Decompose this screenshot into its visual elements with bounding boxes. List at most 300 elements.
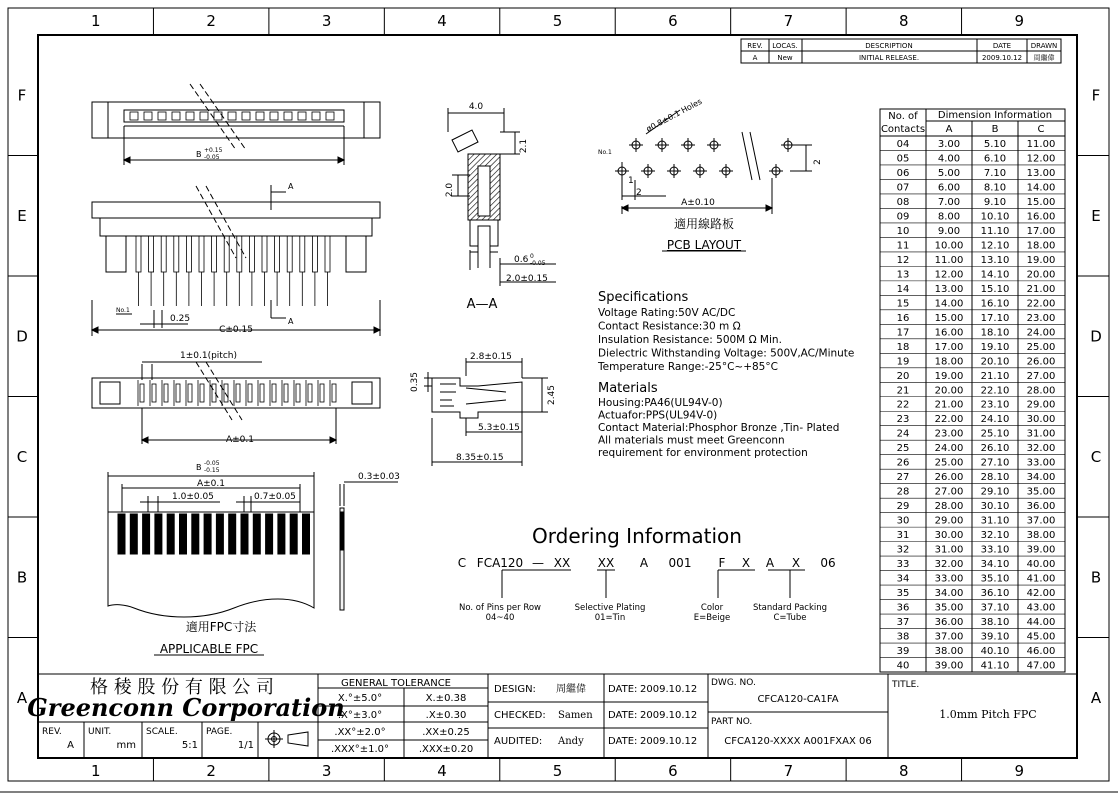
fpc-drawing — [108, 472, 398, 617]
dim-cell: 24.00 — [1026, 327, 1056, 339]
dim-cell: 12 — [896, 254, 910, 266]
dim-cell: 16 — [896, 312, 910, 324]
fpc-10-label: 1.0±0.05 — [172, 492, 214, 502]
dim-cell: 37.10 — [980, 602, 1010, 614]
grid-col-bottom-1: 1 — [90, 762, 101, 780]
dim-cell: 43.00 — [1026, 602, 1056, 614]
dim-cell: 29.00 — [1026, 399, 1056, 411]
dim-20: 2.0 — [445, 182, 455, 198]
grid-row-right-C: C — [1090, 447, 1102, 466]
dim-cell: 10 — [896, 225, 910, 237]
dim-cell: 08 — [896, 196, 910, 208]
order-code-part: — — [532, 556, 544, 570]
dim-cell: 07 — [896, 182, 910, 194]
dim-cell: 38 — [896, 631, 910, 643]
rev-header-date: DATE — [992, 42, 1012, 50]
dim-cell: 39 — [896, 646, 910, 658]
dim-cell: 24 — [896, 428, 910, 440]
dim-cell: 12.00 — [1026, 153, 1056, 165]
b-tol-sub: -0.05 — [204, 154, 220, 161]
dim-cell: 28 — [896, 486, 910, 498]
section-aa-label: A—A — [466, 297, 498, 312]
dim-cell: 25 — [896, 443, 910, 455]
fpc-cn-label: 適用FPC寸法 — [185, 620, 257, 634]
material-line: Contact Material:Phosphor Bronze ,Tin- Plated — [598, 422, 840, 434]
checked-value: Samen — [558, 710, 593, 721]
tol-linear: .XXX±0.20 — [418, 744, 474, 755]
order-code-part: A — [639, 556, 649, 570]
dim-cell: 18.00 — [1026, 240, 1056, 252]
dim-cell: 32.00 — [934, 559, 964, 571]
grid-col-top-3: 3 — [321, 12, 332, 30]
spec-line: Voltage Rating:50V AC/DC — [598, 307, 736, 319]
order-note-value: C=Tube — [773, 613, 807, 623]
part-label: PART NO. — [711, 717, 753, 727]
dim-cell: 23.10 — [980, 399, 1010, 411]
dim-cell: 32.00 — [1026, 443, 1056, 455]
dim-cell: 39.00 — [934, 660, 964, 672]
dim-cell: 06 — [896, 167, 910, 179]
dwg-value: CFCA120-CA1FA — [757, 694, 839, 705]
scale-label: SCALE. — [146, 727, 178, 737]
dim-cell: 25.00 — [934, 457, 964, 469]
ordering-title: Ordering Information — [532, 524, 742, 548]
unit-value: mm — [116, 740, 136, 751]
title-value: 1.0mm Pitch FPC — [939, 708, 1037, 721]
dim-cell: 26.10 — [980, 443, 1010, 455]
dim-cell: 13.10 — [980, 254, 1010, 266]
order-note-title: Color — [700, 603, 724, 613]
fpc-b-sup: -0.05 — [204, 460, 220, 467]
materials-title: Materials — [598, 381, 658, 396]
rev-tb-value: A — [67, 740, 74, 751]
grid-row-right-D: D — [1090, 327, 1102, 346]
pcb-dim-a: A±0.10 — [681, 198, 715, 208]
dim-cell: 44.00 — [1026, 617, 1056, 629]
rev-label: REV. — [42, 727, 62, 737]
tol-angle: .XX°±2.0° — [334, 727, 386, 738]
grid-row-left-F: F — [17, 86, 27, 105]
dim-06-sup: 0 — [530, 253, 534, 260]
dim-cell: 29 — [896, 501, 910, 513]
dim-col-a: A — [945, 124, 953, 135]
a-tol-label: A±0.1 — [225, 435, 255, 445]
dim-cell: 23.00 — [1026, 312, 1056, 324]
dim-cell: 18.00 — [934, 356, 964, 368]
dim-cell: 14 — [896, 283, 910, 295]
dim-cell: 27.10 — [980, 457, 1010, 469]
dim-cell: 30.00 — [1026, 414, 1056, 426]
dim-cell: 19.00 — [934, 370, 964, 382]
rev-value: A — [752, 54, 758, 62]
connector-front-view — [92, 185, 380, 336]
dim-cell: 16.00 — [1026, 211, 1056, 223]
dim-20-015: 2.0±0.15 — [506, 274, 548, 284]
dim-cell: 34 — [896, 573, 910, 585]
grid-row-left-C: C — [16, 447, 28, 466]
unit-label: UNIT. — [88, 727, 112, 737]
grid-row-right-F: F — [1091, 86, 1101, 105]
audited-value: Andy — [558, 736, 584, 747]
dim-cell: 12.10 — [980, 240, 1010, 252]
dim-cell: 34.00 — [1026, 472, 1056, 484]
fpc-b-sub: -0.15 — [204, 467, 220, 474]
dim-cell: 18 — [896, 341, 910, 353]
tol-angle: .X°±3.0° — [337, 710, 383, 721]
dim-cell: 29.00 — [934, 515, 964, 527]
revision-block — [741, 39, 1061, 63]
grid-row-right-B: B — [1090, 568, 1102, 587]
grid-col-bottom-5: 5 — [552, 762, 563, 780]
dim-21: 2.1 — [519, 138, 529, 154]
dim-cell: 33.10 — [980, 544, 1010, 556]
date-value-1: 2009.10.12 — [640, 684, 698, 695]
dim-cell: 33 — [896, 559, 910, 571]
dim-cell: 21.10 — [980, 370, 1010, 382]
dim-col-b: B — [991, 124, 999, 135]
dim-cell: 21 — [896, 385, 910, 397]
dim-cell: 7.00 — [937, 196, 961, 208]
grid-col-top-7: 7 — [783, 12, 794, 30]
dim-cell: 18.10 — [980, 327, 1010, 339]
dim-cell: 11.00 — [934, 254, 964, 266]
dim-cell: 24.10 — [980, 414, 1010, 426]
dim-cell: 5.10 — [983, 138, 1007, 150]
dim-cell: 21.00 — [1026, 283, 1056, 295]
dim-cell: 21.00 — [934, 399, 964, 411]
material-line: Actuafor:PPS(UL94V-0) — [598, 409, 718, 422]
rev-header-drawn: DRAWN — [1030, 42, 1058, 50]
dim-cell: 38.00 — [1026, 530, 1056, 542]
grid-row-left-D: D — [16, 327, 28, 346]
order-code-part: X — [741, 556, 751, 570]
dim-col-contacts-1: No. of — [888, 111, 918, 122]
spec-line: Insulation Resistance: 500M Ω Min. — [598, 334, 782, 346]
dim-cell: 30.00 — [934, 530, 964, 542]
b-tol-label: B — [196, 150, 202, 159]
pcb-layout-label: PCB LAYOUT — [666, 238, 742, 252]
grid-row-labels-left — [8, 86, 38, 707]
order-note-value: E=Beige — [693, 613, 731, 623]
dim-cell: 35.10 — [980, 573, 1010, 585]
dim-cell: 19 — [896, 356, 910, 368]
dim-cell: 13.00 — [934, 283, 964, 295]
dim-cell: 20.00 — [934, 385, 964, 397]
rev-locas: New — [777, 54, 793, 62]
dim-cell: 37.00 — [1026, 515, 1056, 527]
dim-cell: 40 — [896, 660, 910, 672]
dim-cell: 19.10 — [980, 341, 1010, 353]
dim-cell: 27 — [896, 472, 910, 484]
material-line: requirement for environment protection — [598, 447, 808, 459]
dim-cell: 12.00 — [934, 269, 964, 281]
dim-cell: 15.00 — [1026, 196, 1056, 208]
dim-cell: 37 — [896, 617, 910, 629]
dim-cell: 9.00 — [937, 225, 961, 237]
dim-cell: 11.10 — [980, 225, 1010, 237]
dim-cell: 17.00 — [1026, 225, 1056, 237]
dim-cell: 4.00 — [937, 153, 961, 165]
fpc-b-label: B — [196, 463, 202, 472]
order-note-title: No. of Pins per Row — [458, 603, 542, 613]
grid-col-top-2: 2 — [206, 12, 216, 30]
rev-drawn: 周繼偉 — [1033, 54, 1055, 62]
dim-cell: 39.00 — [1026, 544, 1056, 556]
dim-col-c: C — [1037, 124, 1045, 135]
scale-value: 5:1 — [181, 740, 198, 751]
connector-bottom-view — [92, 362, 380, 444]
dim-cell: 33.00 — [1026, 457, 1056, 469]
page-value: 1/1 — [237, 740, 254, 751]
order-code-part: F — [718, 556, 726, 570]
pcb-holes: ø0.8±0.1 Holes — [644, 96, 704, 134]
grid-col-bottom-8: 8 — [899, 762, 909, 780]
dim-cell: 09 — [896, 211, 910, 223]
dim-cell: 7.10 — [983, 167, 1007, 179]
fpc-03-label: 0.3±0.03 — [358, 472, 400, 482]
dim-cell: 39.10 — [980, 631, 1010, 643]
grid-col-bottom-7: 7 — [783, 762, 794, 780]
dim-cell: 22.00 — [1026, 298, 1056, 310]
order-note-title: Standard Packing — [752, 603, 828, 613]
pcb-no1: No.1 — [598, 149, 612, 156]
grid-col-top-5: 5 — [552, 12, 563, 30]
fpc-a-label: A±0.1 — [196, 479, 226, 489]
dim-cell: 46.00 — [1026, 646, 1056, 658]
dim-cell: 20 — [896, 370, 910, 382]
no1-front: No.1 — [116, 307, 130, 314]
connector-top-view — [92, 84, 380, 165]
dim-cell: 38.00 — [934, 646, 964, 658]
dim-cell: 19.00 — [1026, 254, 1056, 266]
dim-cell: 31 — [896, 530, 910, 542]
dim-cell: 22 — [896, 399, 910, 411]
dim-cell: 9.10 — [983, 196, 1007, 208]
dim-cell: 36.00 — [1026, 501, 1056, 513]
fpc-07-label: 0.7±0.05 — [254, 492, 296, 502]
pitch-025: 0.25 — [170, 314, 191, 324]
date-label-2: DATE: — [608, 710, 638, 721]
grid-col-bottom-3: 3 — [321, 762, 332, 780]
dim-cell: 04 — [896, 138, 910, 150]
date-label-1: DATE: — [608, 684, 638, 695]
rev-header-rev: REV. — [747, 42, 763, 50]
dim-cell: 20.00 — [1026, 269, 1056, 281]
dim-cell: 32 — [896, 544, 910, 556]
checked-label: CHECKED: — [494, 710, 546, 721]
dim-cell: 23.00 — [934, 428, 964, 440]
dim-cell: 36 — [896, 602, 910, 614]
dim-cell: 13.00 — [1026, 167, 1056, 179]
dwg-label: DWG. NO. — [711, 678, 756, 688]
tol-linear: .XX±0.25 — [422, 727, 470, 738]
date-value-3: 2009.10.12 — [640, 736, 698, 747]
dim-cell: 10.00 — [934, 240, 964, 252]
rev-description: INITIAL RELEASE. — [858, 54, 920, 62]
dim-cell: 47.00 — [1026, 660, 1056, 672]
dim-cell: 31.10 — [980, 515, 1010, 527]
dim-cell: 15.00 — [934, 312, 964, 324]
dim-cell: 20.10 — [980, 356, 1010, 368]
pcb-dim-2v: 2 — [813, 159, 823, 165]
dim-cell: 36.10 — [980, 588, 1010, 600]
order-code-part: A — [765, 556, 775, 570]
dim-cell: 38.10 — [980, 617, 1010, 629]
date-label-3: DATE: — [608, 736, 638, 747]
order-note-value: 04~40 — [485, 613, 515, 623]
dim-cell: 6.10 — [983, 153, 1007, 165]
pcb-dim-1: 1 — [628, 176, 634, 186]
grid-col-bottom-2: 2 — [206, 762, 216, 780]
dim-cell: 11 — [896, 240, 910, 252]
dim-835: 8.35±0.15 — [456, 453, 504, 463]
order-code-part: FCA120 — [476, 556, 524, 570]
grid-row-left-E: E — [17, 206, 27, 225]
grid-col-top-4: 4 — [437, 12, 447, 30]
dim-cell: 26.00 — [1026, 356, 1056, 368]
dim-cell: 11.00 — [1026, 138, 1056, 150]
ordering-information — [458, 524, 836, 623]
connector-side-view — [424, 358, 548, 466]
page-label: PAGE. — [206, 727, 233, 737]
grid-col-top-1: 1 — [90, 12, 101, 30]
specifications-title: Specifications — [598, 290, 689, 305]
audited-label: AUDITED: — [494, 736, 543, 747]
dim-cell: 40.00 — [1026, 559, 1056, 571]
tol-linear: X.±0.38 — [425, 693, 467, 704]
dim-cell: 14.10 — [980, 269, 1010, 281]
dim-cell: 5.00 — [937, 167, 961, 179]
dim-cell: 05 — [896, 153, 910, 165]
dim-table-title: Dimension Information — [937, 110, 1053, 121]
dim-cell: 35 — [896, 588, 910, 600]
dim-035: 0.35 — [410, 371, 420, 393]
dim-cell: 34.00 — [934, 588, 964, 600]
grid-row-right-E: E — [1091, 206, 1101, 225]
material-line: All materials must meet Greenconn — [598, 434, 785, 447]
dim-cell: 6.00 — [937, 182, 961, 194]
order-code-part: XX — [597, 556, 615, 570]
dim-cell: 26 — [896, 457, 910, 469]
dim-cell: 15.10 — [980, 283, 1010, 295]
dim-cell: 17 — [896, 327, 910, 339]
specifications-block — [597, 290, 854, 459]
section-marker-top: A — [288, 182, 294, 191]
tol-angle: X.°±5.0° — [337, 693, 383, 704]
dim-cell: 13 — [896, 269, 910, 281]
order-code-part: 06 — [820, 556, 836, 570]
rev-date: 2009.10.12 — [981, 54, 1023, 62]
dim-cell: 23 — [896, 414, 910, 426]
dim-53: 5.3±0.15 — [478, 423, 520, 433]
material-line: Housing:PA46(UL94V-0) — [598, 397, 723, 409]
grid-col-top-6: 6 — [668, 12, 678, 30]
dim-cell: 36.00 — [934, 617, 964, 629]
dim-cell: 15 — [896, 298, 910, 310]
grid-row-right-A: A — [1090, 688, 1102, 707]
dim-cell: 27.00 — [1026, 370, 1056, 382]
spec-line: Dielectric Withstanding Voltage: 500V,AC/Minute — [598, 347, 855, 360]
grid-col-bottom-9: 9 — [1014, 762, 1025, 780]
dim-28: 2.8±0.15 — [470, 352, 512, 362]
pitch-label: 1±0.1(pitch) — [180, 351, 237, 361]
spec-line: Temperature Range:-25°C~+85°C — [598, 361, 778, 373]
pcb-dim-2: 2 — [636, 188, 642, 198]
rev-header-description: DESCRIPTION — [865, 42, 913, 50]
dim-cell: 14.00 — [934, 298, 964, 310]
dim-col-contacts-2: Contacts — [880, 124, 926, 135]
dim-cell: 30.10 — [980, 501, 1010, 513]
dim-cell: 25.10 — [980, 428, 1010, 440]
dim-cell: 31.00 — [934, 544, 964, 556]
dim-06-sub: -0.05 — [530, 260, 546, 267]
dim-cell: 28.00 — [1026, 385, 1056, 397]
dim-cell: 24.00 — [934, 443, 964, 455]
grid-col-top-9: 9 — [1014, 12, 1025, 30]
grid-row-labels-right — [1077, 86, 1109, 707]
dim-cell: 33.00 — [934, 573, 964, 585]
dim-cell: 27.00 — [934, 486, 964, 498]
dim-245: 2.45 — [547, 384, 557, 406]
dim-cell: 25.00 — [1026, 341, 1056, 353]
pcb-cn-label: 適用線路板 — [673, 217, 735, 231]
dim-cell: 37.00 — [934, 631, 964, 643]
dim-cell: 31.00 — [1026, 428, 1056, 440]
grid-column-labels-bottom — [91, 758, 1024, 781]
order-code-part: C — [457, 556, 467, 570]
dim-cell: 17.00 — [934, 341, 964, 353]
dim-cell: 42.00 — [1026, 588, 1056, 600]
dim-cell: 14.00 — [1026, 182, 1056, 194]
order-note-title: Selective Plating — [574, 603, 646, 613]
order-code-part: X — [791, 556, 801, 570]
order-code-part: 001 — [668, 556, 692, 570]
grid-column-labels-top — [91, 8, 1024, 35]
grid-row-left-B: B — [16, 568, 28, 587]
design-label: DESIGN: — [494, 684, 536, 695]
dim-cell: 29.10 — [980, 486, 1010, 498]
grid-col-top-8: 8 — [899, 12, 909, 30]
dim-cell: 34.10 — [980, 559, 1010, 571]
b-tol-sup: +0.15 — [204, 147, 223, 154]
rev-header-locas: LOCAS. — [772, 42, 798, 50]
c-tol-label: C±0.15 — [219, 325, 253, 335]
tol-linear: .X±0.30 — [425, 710, 467, 721]
dim-cell: 28.00 — [934, 501, 964, 513]
design-value: 周繼偉 — [556, 684, 586, 695]
dim-cell: 30 — [896, 515, 910, 527]
date-value-2: 2009.10.12 — [640, 710, 698, 721]
dimension-table — [880, 109, 1065, 672]
dim-cell: 45.00 — [1026, 631, 1056, 643]
dim-cell: 8.00 — [937, 211, 961, 223]
dim-cell: 26.00 — [934, 472, 964, 484]
section-marker-bottom: A — [288, 317, 294, 326]
dim-cell: 8.10 — [983, 182, 1007, 194]
dim-cell: 17.10 — [980, 312, 1010, 324]
order-code-part: XX — [553, 556, 571, 570]
dim-cell: 41.00 — [1026, 573, 1056, 585]
grid-row-left-A: A — [16, 688, 28, 707]
grid-col-bottom-6: 6 — [668, 762, 678, 780]
dim-cell: 16.10 — [980, 298, 1010, 310]
dim-cell: 41.10 — [980, 660, 1010, 672]
dim-cell: 35.00 — [934, 602, 964, 614]
title-label: TITLE. — [892, 680, 920, 690]
order-note-value: 01=Tin — [594, 613, 626, 623]
tol-angle: .XXX°±1.0° — [330, 744, 390, 755]
dim-cell: 3.00 — [937, 138, 961, 150]
